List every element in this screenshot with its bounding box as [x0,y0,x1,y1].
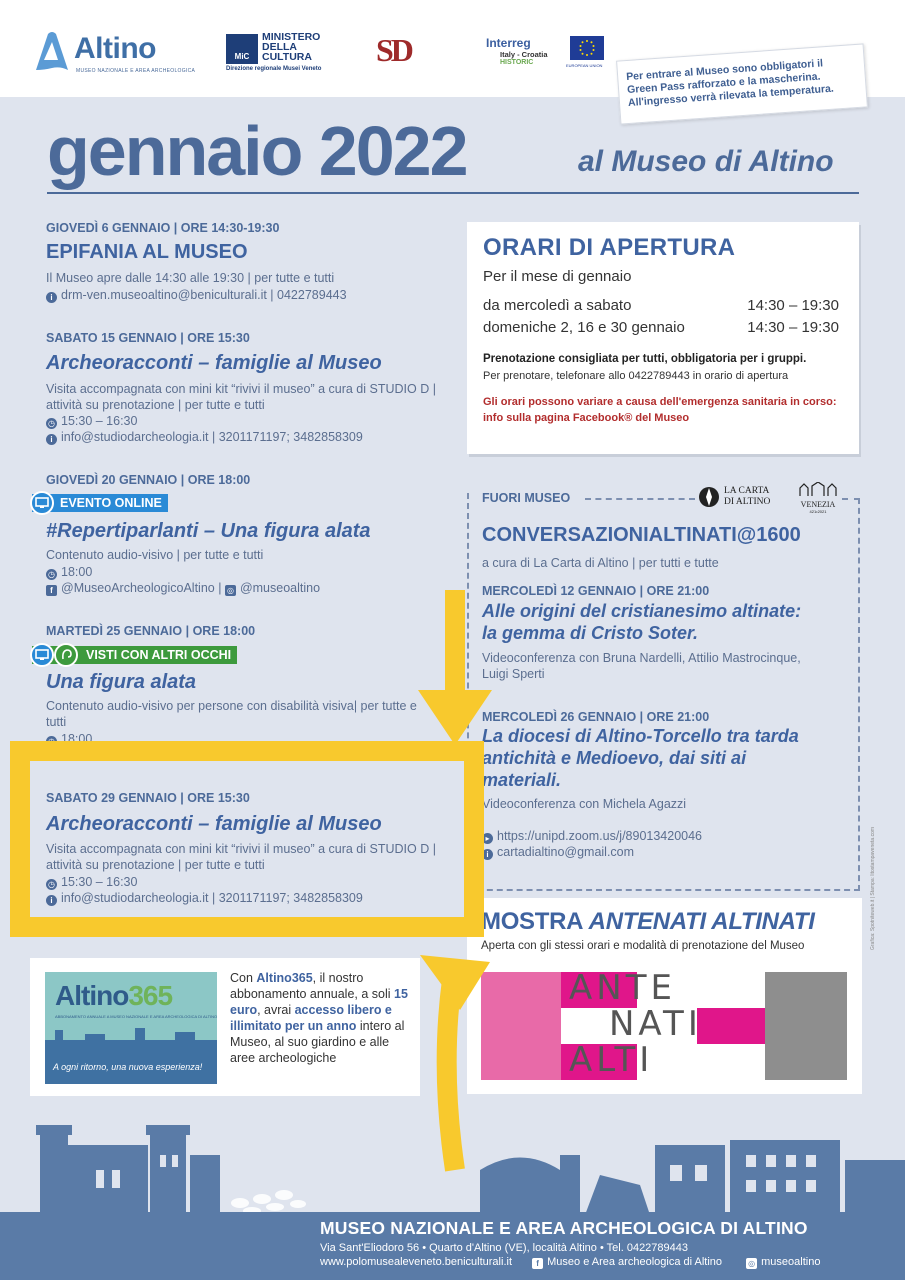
facebook-icon: f [46,585,57,596]
altino365-slogan: A ogni ritorno, una nuova esperienza! [53,1062,203,1072]
event-title: Archeoracconti – famiglie al Museo [46,813,382,835]
event-social: f @MuseoArcheologicoAltino | ◎ @museoaltino [46,581,320,596]
hours-row: domeniche 2, 16 e 30 gennaio 14:30 – 19:30 [483,319,839,336]
page-title: gennaio 2022 [47,112,467,190]
footer-instagram-link[interactable]: museoaltino [761,1256,821,1268]
mic-text: MINISTERO DELLA CULTURA [262,31,321,63]
altino365-logo: Altino365 [55,980,173,1011]
altino365-text: Con Altino365, il nostro abbonamento annuale, a soli 15 euro, avrai accesso libero e illimitato per un anno intero al Museo, al suo giardino e alle aree archeologiche [230,971,408,1065]
interreg-sub2: HISTORIC [500,59,534,66]
event-title: Una figura alata [46,671,197,693]
sd-logo-text: SD [376,32,411,68]
booking-note: Prenotazione consigliata per tutti, obbligatoria per i gruppi. [483,353,807,365]
altino365-image: Altino365 ABBONAMENTO ANNUALE A MUSEO NAZIONALE E AREA ARCHEOLOGICA DI ALTINO A ogni ritorno, una nuova esperienza! [45,972,217,1084]
event-title: #Repertiparlanti – Una figura alata [46,520,371,542]
event-desc: Visita accompagnata con mini kit “rivivi il museo” a cura di STUDIO D | attività su prenotazione | per tutte e tutti [46,842,436,872]
hours-row: da mercoledì a sabato 14:30 – 19:30 [483,297,839,314]
footer-facebook-link[interactable]: Museo e Area archeologica di Altino [547,1256,723,1268]
event-title: Archeoracconti – famiglie al Museo [46,352,382,374]
event-info-text[interactable]: info@studiodarcheologia.it | 3201171197; 3482858309 [61,891,363,905]
clock-icon: ◷ [46,736,57,747]
interreg-sub: Italy - Croatia [500,50,548,59]
facebook-icon: f [532,1258,543,1269]
event-date: MARTEDÌ 25 GENNAIO | ORE 18:00 [46,624,256,638]
event-time: ◷ 18:00 [48,732,93,746]
conversazioni-title: CONVERSAZIONIALTINATI@1600 [482,524,801,546]
event-desc: Contenuto audio-visivo | per tutte e tutti [46,548,264,562]
opening-hours-title: ORARI DI APERTURA [483,234,736,261]
opening-hours-month: Per il mese di gennaio [483,268,632,285]
clock-icon: ◷ [46,879,57,890]
mic-sub: Direzione regionale Musei Veneto [226,66,322,72]
carta-altino-logo: LA CARTA DI ALTINO [698,484,778,512]
info-icon: i [482,849,493,860]
venezia-logo: VENEZIA 421•2021 [796,482,840,512]
arrow-down-icon [418,590,492,745]
event-date: SABATO 15 GENNAIO | ORE 15:30 [46,331,250,345]
info-icon: i [46,292,57,303]
mostra-title: MOSTRA ANTENATI ALTINATI [481,908,815,935]
event-info-text[interactable]: drm-ven.museoaltino@beniculturali.it | 0422789443 [61,288,347,302]
info-icon: i [46,895,57,906]
conversazioni-subtitle: a cura di La Carta di Altino | per tutti e tutte [482,556,719,570]
green-pass-note: Per entrare al Museo sono obbligatori il Green Pass rafforzato e la mascherina. All'ingresso verrà rilevata la temperatura. [616,43,868,124]
event-time: ◷ 15:30 – 16:30 [48,875,138,889]
info-icon: i [46,434,57,445]
credits: Grafica: Spotniteweb.it | Stampa: litostampaveneta.com [870,826,876,950]
event-date: GIOVEDÌ 6 GENNAIO | ORE 14:30-19:30 [46,221,280,235]
eu-label: EUROPEAN UNION [566,63,603,68]
event-desc: Il Museo apre dalle 14:30 alle 19:30 | per tutte e tutti [46,271,335,285]
event-title: EPIFANIA AL MUSEO [46,241,248,263]
event-info-text[interactable]: info@studiodarcheologia.it | 3201171197; 3482858309 [61,430,363,444]
clock-icon: ◷ [46,569,57,580]
footer-title: MUSEO NAZIONALE E AREA ARCHEOLOGICA DI ALTINO [320,1218,808,1238]
footer-address: Via Sant'Eliodoro 56 • Quarto d'Altino (VE), località Altino • Tel. 0422789443 [320,1242,689,1254]
play-icon: ▸ [482,833,493,844]
zoom-link: ▸ https://unipd.zoom.us/j/89013420046 [482,829,702,844]
antenati-art-text: ANTE NATI ALTI [569,968,702,1080]
interreg-title: Interreg [486,36,531,50]
mostra-desc: Aperta con gli stessi orari e modalità di prenotazione del Museo [481,940,805,952]
fuori-museo-label: FUORI MUSEO [482,491,571,505]
booking-phone-note: Per prenotare, telefonare allo 0422789443 in orario di apertura [483,370,789,382]
event-desc: Videoconferenza con Bruna Nardelli, Attilio Mastrocinque, Luigi Sperti [482,651,801,681]
event-date: GIOVEDÌ 20 GENNAIO | ORE 18:00 [46,473,251,487]
event-date: SABATO 29 GENNAIO | ORE 15:30 [46,791,250,805]
event-time: ◷ 18:00 [48,565,93,579]
footer-links [320,1256,820,1269]
email-link: i cartadialtino@gmail.com [482,845,634,860]
online-badge-label: EVENTO ONLINE [32,494,168,512]
altino-logo-sub: MUSEO NAZIONALE E AREA ARCHEOLOGICA [76,68,196,74]
event-time: ◷ 15:30 – 16:30 [48,414,138,428]
footer-skyline-icon [0,1125,905,1215]
mic-box: MiC [226,34,258,64]
altino-logo-text: Altino [74,32,156,65]
emergency-note: Gli orari possono variare a causa dell'emergenza sanitaria in corso: info sulla pagina Facebook® del Museo [483,396,837,424]
event-desc: Visita accompagnata con mini kit “rivivi il museo” a cura di STUDIO D | attività su prenotazione | per tutte e tutti [46,382,436,412]
instagram-icon: ◎ [746,1258,757,1269]
event-title: La diocesi di Altino-Torcello tra tarda antichità e Medioevo, dai siti ai materiali. [482,726,799,790]
event-date: MERCOLEDÌ 26 GENNAIO | ORE 21:00 [482,710,710,724]
footer-site-link[interactable]: www.polomusealeveneto.beniculturali.it [320,1256,512,1268]
event-desc: Contenuto audio-visivo per persone con disabilità visiva| per tutte e tutti [46,699,417,729]
event-desc: Videoconferenza con Michela Agazzi [482,797,687,811]
clock-icon: ◷ [46,418,57,429]
page-subtitle: al Museo di Altino [578,145,834,178]
instagram-icon: ◎ [225,585,236,596]
event-title: Alle origini del cristianesimo altinate: la gemma di Cristo Soter. [482,601,802,643]
event-date: MERCOLEDÌ 12 GENNAIO | ORE 21:00 [482,584,710,598]
access-badge-label: VISTI CON ALTRI OCCHI [32,646,237,664]
